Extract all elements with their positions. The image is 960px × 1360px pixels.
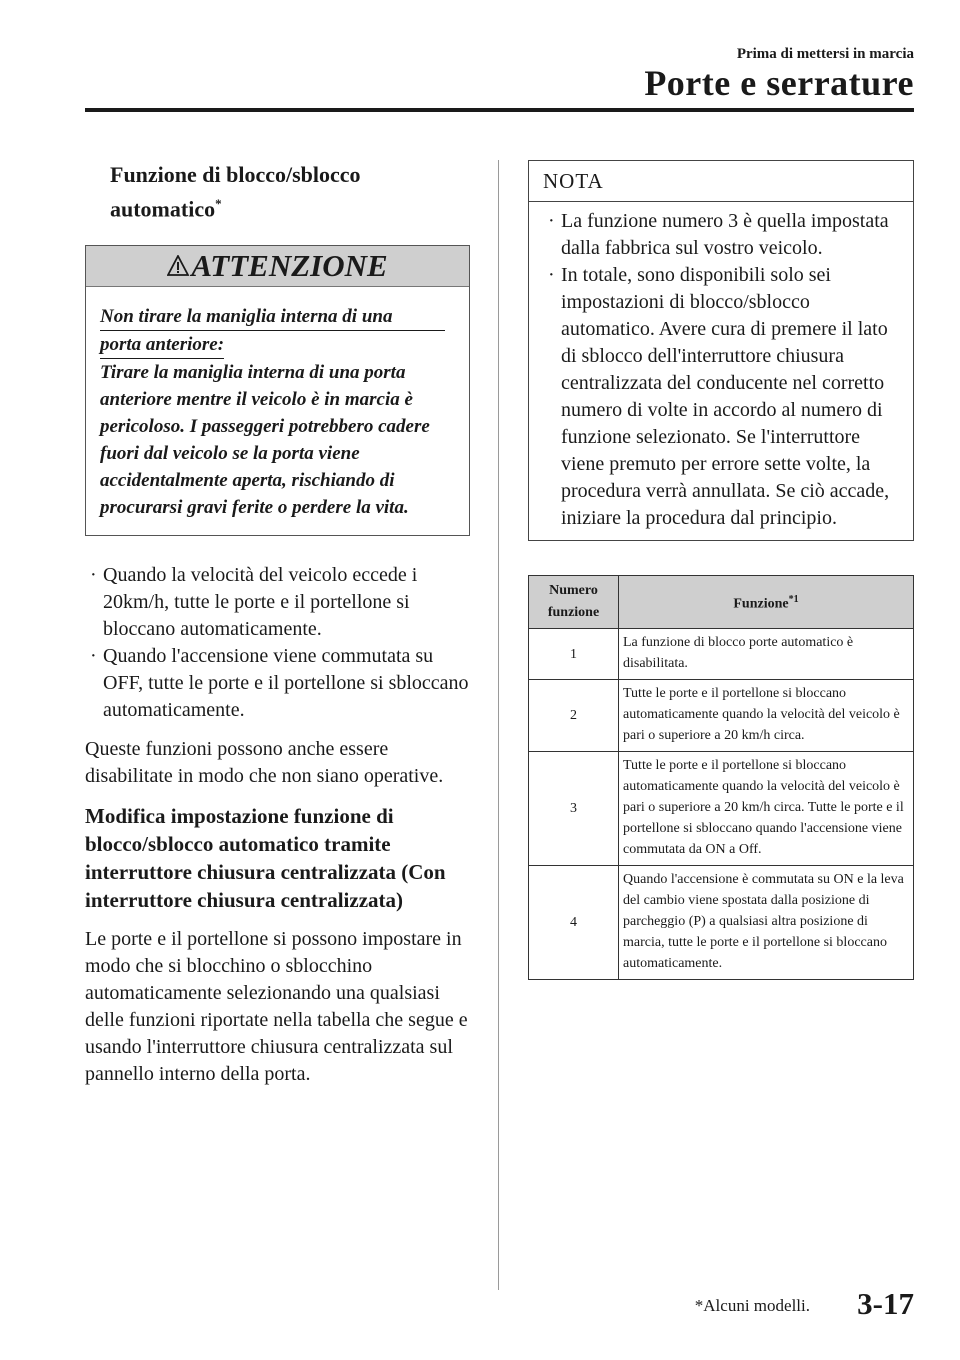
note-header: NOTA bbox=[529, 161, 913, 202]
function-number: 2 bbox=[529, 680, 619, 752]
page-number: 3-17 bbox=[857, 1286, 914, 1321]
function-description: La funzione di blocco porte automatico è disabilitata. bbox=[619, 629, 914, 680]
auto-lock-bullets bbox=[85, 562, 470, 724]
table-header-function: Funzione$^{*1}$ bbox=[619, 576, 914, 629]
subheading: Funzione di blocco/sblocco automatico* bbox=[110, 162, 361, 222]
model-mark: * bbox=[215, 196, 222, 211]
paragraph-setting: Le porte e il portellone si possono impostare in modo che si blocchino o sblocchino automaticamente selezionando una qualsiasi delle funzioni riportate nella tabella che segue e usando l'interruttore chiusura centralizzata sul pannello interno della porta. bbox=[85, 928, 468, 1086]
column-divider bbox=[498, 160, 499, 1290]
warning-title-line2: porta anteriore: bbox=[100, 331, 224, 359]
left-column bbox=[85, 160, 470, 1100]
function-number: 4 bbox=[529, 866, 619, 980]
function-number: 3 bbox=[529, 752, 619, 866]
warning-triangle-icon bbox=[167, 255, 189, 277]
warning-box bbox=[85, 245, 470, 536]
function-table bbox=[528, 575, 914, 980]
table-header-number: Numero funzione bbox=[529, 576, 619, 629]
header-rule bbox=[85, 108, 914, 112]
list-item: · In totale, sono disponibili solo sei impostazioni di blocco/sblocco automatico. Avere cura di premere il lato di sblocco dell'interruttore chiusura centralizzata del conducente nel corretto numero di volte in accordo al numero di funzione selezionato. Se l'interruttore viene premuto per errore sette volte, la procedura verrà annullata. Se ciò accade, iniziare la procedura dal principio. bbox=[548, 264, 890, 529]
paragraph-disable: Queste funzioni possono anche essere disabilitate in modo che non siano operative. bbox=[85, 738, 444, 788]
function-description: Tutte le porte e il portellone si bloccano automaticamente quando la velocità del veicolo è pari o superiore a 20 km/h circa. bbox=[619, 680, 914, 752]
header-section: Prima di mettersi in marcia bbox=[736, 46, 914, 62]
table-row bbox=[529, 629, 914, 680]
note-bullets bbox=[543, 208, 899, 532]
note-box bbox=[528, 160, 914, 541]
warning-text: Tirare la maniglia interna di una porta anteriore mentre il veicolo è in marcia è pericoloso. I passeggeri potrebbero cadere fuori dal veicolo se la porta viene accidentalmente aperta, rischiando di procurarsi gravi ferite o perdere la vita. bbox=[100, 362, 430, 519]
warning-header bbox=[86, 246, 469, 287]
table-row bbox=[529, 680, 914, 752]
function-description: Quando l'accensione è commutata su ON e la leva del cambio viene spostata dalla posizione di parcheggio (P) a qualsiasi altra posizione di marcia, tutte le porte e il portellone si bloccano automaticamente. bbox=[619, 866, 914, 980]
warning-title-line1: Non tirare la maniglia interna di una bbox=[100, 303, 445, 331]
warning-body bbox=[86, 287, 469, 535]
function-description: Tutte le porte e il portellone si bloccano automaticamente quando la velocità del veicolo è pari o superiore a 20 km/h circa. Tutte le porte e il portellone si sbloccano quando l'accensione viene commutata da ON a Off. bbox=[619, 752, 914, 866]
table-row bbox=[529, 752, 914, 866]
function-number: 1 bbox=[529, 629, 619, 680]
warning-label: ATTENZIONE bbox=[191, 248, 388, 284]
right-column bbox=[528, 160, 914, 980]
footer-note: *Alcuni modelli. bbox=[694, 1296, 810, 1315]
table-row bbox=[529, 866, 914, 980]
list-item: · Quando la velocità del veicolo eccede i 20km/h, tutte le porte e il portellone si bloccano automaticamente. bbox=[90, 564, 418, 641]
page-title: Porte e serrature bbox=[644, 63, 914, 103]
list-item: · Quando l'accensione viene commutata su OFF, tutte le porte e il portellone si sbloccano automaticamente. bbox=[90, 645, 469, 722]
section-heading: Modifica impostazione funzione di blocco/sblocco automatico tramite interruttore chiusura centralizzata (Con interruttore chiusura centralizzata) bbox=[85, 804, 446, 913]
list-item: · La funzione numero 3 è quella impostata dalla fabbrica sul vostro veicolo. bbox=[548, 210, 889, 259]
